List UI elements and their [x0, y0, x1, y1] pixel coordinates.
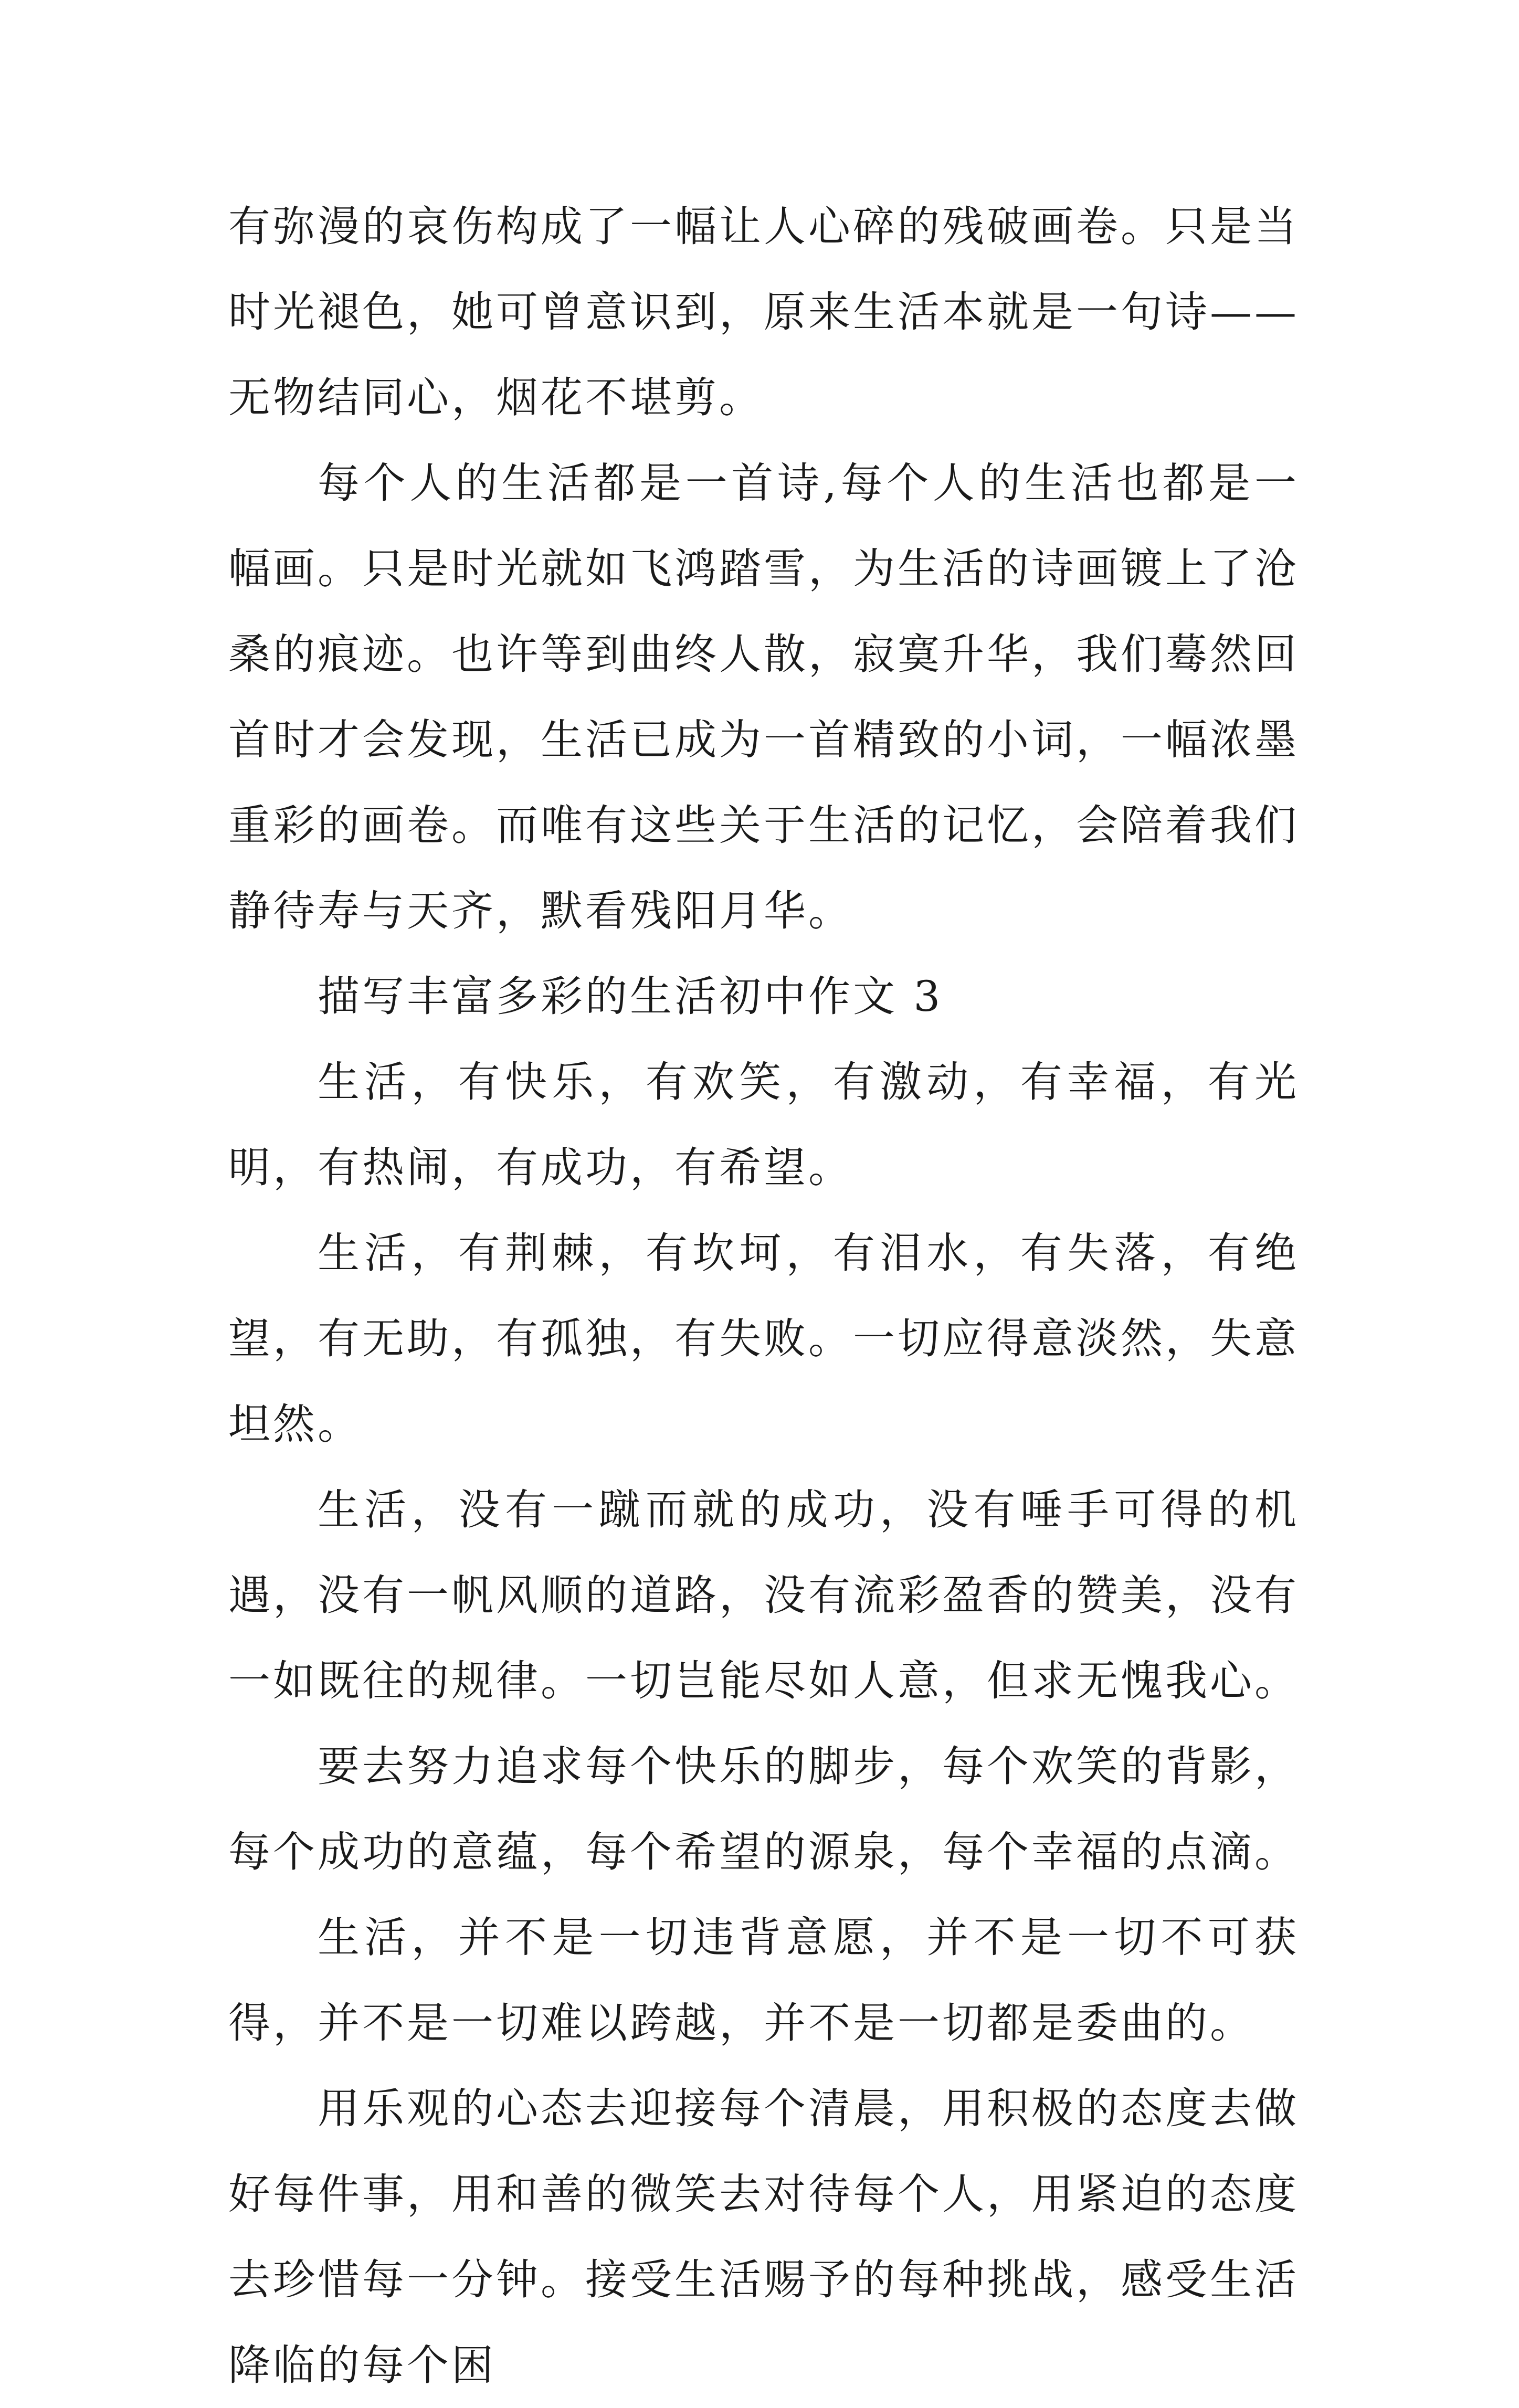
paragraph-5: 生活，没有一蹴而就的成功，没有唾手可得的机遇，没有一帆风顺的道路，没有流彩盈香的赞美，没有一如既往的规律。一切岂能尽如人意，但求无愧我心。: [228, 1485, 1299, 1705]
paragraph-2: 每个人的生活都是一首诗,每个人的生活也都是一幅画。只是时光就如飞鸿踏雪，为生活的诗画镀上了沧桑的痕迹。也许等到曲终人散，寂寞升华，我们蓦然回首时才会发现，生活已成为一首精致的小词，一幅浓墨重彩的画卷。而唯有这些关于生活的记忆，会陪着我们静待寿与天齐，默看残阳月华。: [228, 459, 1299, 935]
paragraph-8: 用乐观的心态去迎接每个清晨，用积极的态度去做好每件事，用和善的微笑去对待每个人，用紧迫的态度去珍惜每一分钟。接受生活赐予的每种挑战，感受生活降临的每个困: [228, 2084, 1299, 2390]
paragraph-6: 要去努力追求每个快乐的脚步，每个欢笑的背影，每个成功的意蕴，每个希望的源泉，每个幸福的点滴。: [228, 1742, 1299, 1876]
paragraph-3: 生活，有快乐，有欢笑，有激动，有幸福，有光明，有热闹，有成功，有希望。: [228, 1058, 1299, 1192]
document-body: [228, 184, 1299, 2408]
section-heading: 描写丰富多彩的生活初中作文 3: [318, 972, 943, 1021]
paragraph-4: 生活，有荆棘，有坎坷，有泪水，有失落，有绝望，有无助，有孤独，有失败。一切应得意淡然，失意坦然。: [228, 1229, 1299, 1449]
paragraph-1: 有弥漫的哀伤构成了一幅让人心碎的残破画卷。只是当时光褪色，她可曾意识到，原来生活本就是一句诗——无物结同心，烟花不堪剪。: [228, 202, 1299, 422]
paragraph-7: 生活，并不是一切违背意愿，并不是一切不可获得，并不是一切难以跨越，并不是一切都是委曲的。: [228, 1913, 1299, 2047]
